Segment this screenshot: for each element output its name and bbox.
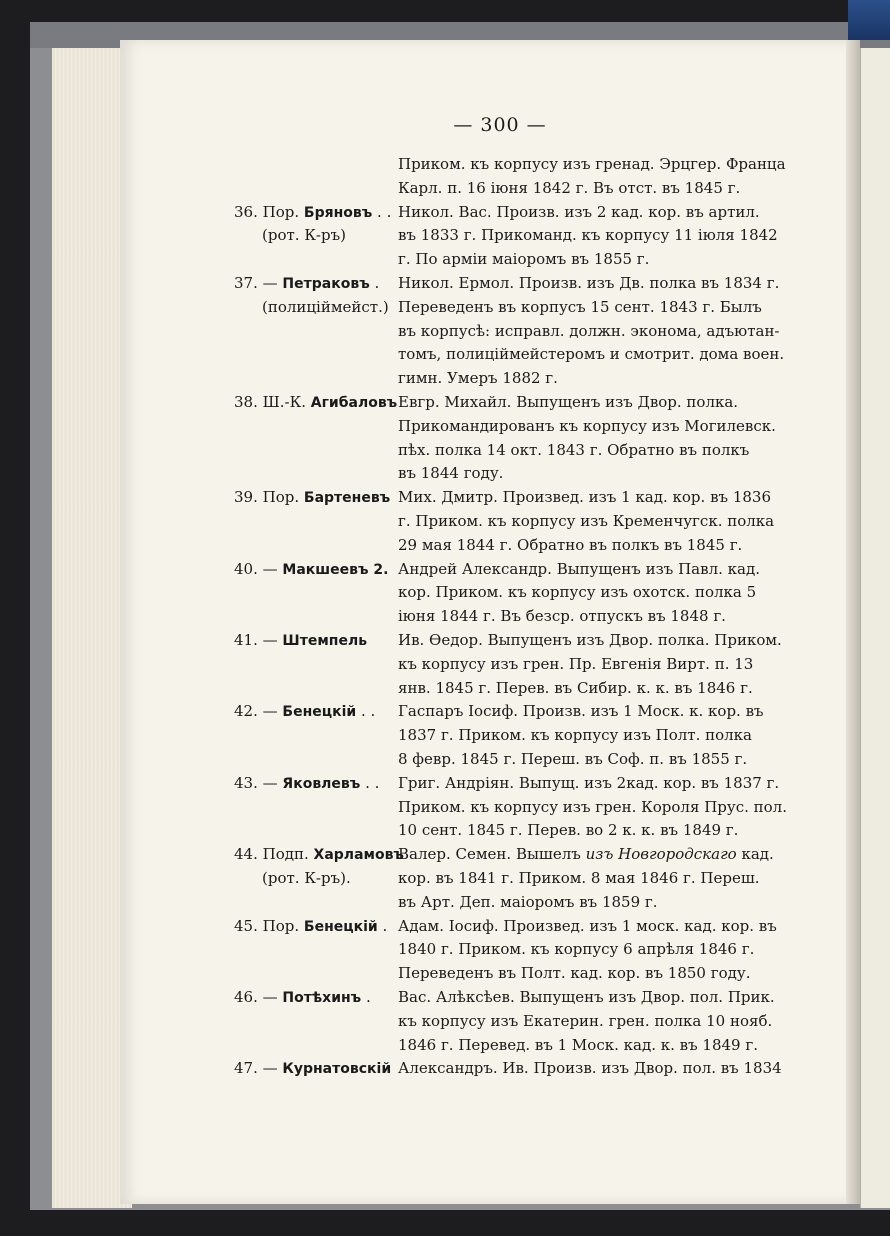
entry-leader-dots: . . <box>356 702 376 721</box>
entry-rank: — <box>262 559 278 578</box>
entry-name: Бенецкій <box>282 704 357 721</box>
entry-name: Петраковъ <box>282 276 370 292</box>
entry-left-label <box>234 273 379 294</box>
entry-text-line: 1837 г. Приком. къ корпусу изъ Полт. полка <box>398 726 752 745</box>
entry-leader-dots: . <box>361 988 371 1006</box>
entry-rank: Пор. <box>262 202 300 221</box>
entry-text-line: Переведенъ въ Полт. кад. кор. въ 1850 году. <box>398 964 751 983</box>
entry-rank: — <box>262 1059 278 1078</box>
entry-text-line: 8 февр. 1845 г. Переш. въ Соф. п. въ 1855 г. <box>398 750 748 768</box>
entry-left-label <box>234 844 404 865</box>
entry-left-label <box>234 701 375 722</box>
entry-text-line: Никол. Ермол. Произв. изъ Дв. полка въ 1834 г. <box>398 274 780 292</box>
entry-text-line: 29 мая 1844 г. Обратно въ полкъ въ 1845 г. <box>398 535 743 554</box>
entry-text-line: въ Арт. Деп. маіоромъ въ 1859 г. <box>398 892 658 911</box>
entry-text-line: г. По арміи маіоромъ въ 1855 г. <box>398 250 650 269</box>
page-gutter-shadow <box>846 40 860 1204</box>
entry-text-line: къ корпусу изъ грен. Пр. Евгенія Вирт. п. 13 <box>398 654 754 673</box>
text-part: кад. <box>736 845 774 864</box>
entry-text-line: кор. Приком. къ корпусу изъ охотск. полка 5 <box>398 583 757 602</box>
entry-text-line: Адам. Іосиф. Произвед. изъ 1 моск. кад. кор. въ <box>398 916 777 935</box>
entry-text-line: іюня 1844 г. Въ безср. отпускъ въ 1848 г. <box>398 607 726 626</box>
entry-number: 45. <box>234 916 258 935</box>
entry-text-line: Карл. п. 16 іюня 1842 г. Въ отст. въ 1845 г. <box>398 178 741 197</box>
entry-name: Яковлевъ <box>282 775 361 792</box>
entry-leader-dots: . . <box>372 202 392 221</box>
entry-text-line <box>398 844 774 864</box>
entry-text-line: Вас. Алѣксѣев. Выпущенъ изъ Двор. пол. Прик. <box>398 988 775 1006</box>
entry-number: 42. <box>234 702 258 721</box>
entry-rank: — <box>262 773 278 792</box>
entry-left-label <box>234 773 379 794</box>
entry-rank: Пор. <box>262 488 300 507</box>
entry-left-label <box>234 559 388 580</box>
entry-left-label <box>234 392 397 413</box>
entry-name: Бартеневъ <box>303 490 391 507</box>
entry-left-label <box>234 487 390 508</box>
entry-number: 38. <box>234 393 258 411</box>
entry-note: (полиціймейст.) <box>262 297 389 316</box>
entry-note: (рот. К-ръ). <box>262 869 351 887</box>
entry-number: 46. <box>234 988 258 1006</box>
entry-number: 36. <box>234 202 258 221</box>
entry-number: 37. <box>234 274 258 292</box>
entry-text-line: кор. въ 1841 г. Приком. 8 мая 1846 г. Переш. <box>398 869 760 887</box>
entry-number: 44. <box>234 845 258 864</box>
entry-text-line: въ 1833 г. Прикоманд. къ корпусу 11 іюля 1842 <box>398 226 778 245</box>
entry-text-line: Приком. къ корпусу изъ гренад. Эрцгер. Франца <box>398 155 786 173</box>
entry-name: Агибаловъ <box>310 395 398 411</box>
entry-text-line: Никол. Вас. Произв. изъ 2 кад. кор. въ артил. <box>398 202 760 221</box>
entry-text-line: г. Приком. къ корпусу изъ Кременчугск. полка <box>398 512 775 530</box>
entry-text-line: Переведенъ въ корпусъ 15 сент. 1843 г. Былъ <box>398 297 762 316</box>
entry-rank: Ш.-К. <box>262 393 306 411</box>
entry-text-line: Евгр. Михайл. Выпущенъ изъ Двор. полка. <box>398 393 739 411</box>
entry-left-label <box>234 202 391 223</box>
entry-left-label <box>234 987 371 1008</box>
entry-name: Потѣхинъ <box>282 990 362 1006</box>
entry-number: 40. <box>234 559 258 578</box>
entry-leader-dots: . . <box>360 773 380 792</box>
entry-text-line: въ 1844 году. <box>398 464 504 483</box>
entry-name: Макшеевъ 2. <box>282 561 389 578</box>
entry-text-line: въ корпусѣ: исправл. должн. эконома, адъютан- <box>398 321 780 340</box>
entry-left-label <box>234 1058 391 1079</box>
entry-rank: Пор. <box>262 916 300 935</box>
entry-rank: Подп. <box>262 845 309 864</box>
blue-binding-strip <box>848 0 890 40</box>
entry-name: Бряновъ <box>303 204 373 221</box>
entry-note: (рот. К-ръ) <box>262 226 346 245</box>
entry-text-line: Приком. къ корпусу изъ грен. Короля Прус. пол. <box>398 797 787 816</box>
entry-number: 43. <box>234 773 258 792</box>
entry-number: 39. <box>234 488 258 507</box>
entry-number: 41. <box>234 631 258 649</box>
entry-left-label <box>234 630 367 651</box>
entry-leader-dots: . <box>377 916 388 935</box>
entry-text-line: 1846 г. Перевед. въ 1 Моск. кад. к. въ 1849 г. <box>398 1035 758 1054</box>
entry-text-line: Григ. Андріян. Выпущ. изъ 2кад. кор. въ 1837 г. <box>398 773 780 792</box>
entry-rank: — <box>262 274 278 292</box>
entry-text-line: къ корпусу изъ Екатерин. грен. полка 10 нояб. <box>398 1011 773 1030</box>
entry-name: Штемпель <box>282 633 368 649</box>
entry-text-line: Андрей Александр. Выпущенъ изъ Павл. кад. <box>398 559 760 578</box>
entry-name: Курнатовскій <box>282 1061 392 1078</box>
entry-text-line: 10 сент. 1845 г. Перев. во 2 к. к. въ 1849 г. <box>398 821 739 840</box>
text-part: Валер. Семен. Вышелъ <box>398 845 586 864</box>
entry-rank: — <box>262 631 278 649</box>
entry-text-line: пѣх. полка 14 окт. 1843 г. Обратно въ полкъ <box>398 440 750 459</box>
entry-leader-dots: . <box>369 274 380 292</box>
entry-left-label <box>234 916 387 937</box>
entry-text-line: Александръ. Ив. Произв. изъ Двор. пол. въ 1834 <box>398 1059 782 1078</box>
entry-text-line: Прикомандированъ къ корпусу изъ Могилевск. <box>398 416 776 435</box>
entry-text-line: Гаспаръ Іосиф. Произв. изъ 1 Моск. к. кор. въ <box>398 702 764 721</box>
page-number: — 300 — <box>453 114 547 136</box>
entry-text-line: Мих. Дмитр. Произвед. изъ 1 кад. кор. въ 1836 <box>398 488 772 507</box>
entry-text-line: томъ, полиціймейстеромъ и смотрит. дома воен. <box>398 345 785 364</box>
entry-name: Харламовъ <box>313 847 404 864</box>
entry-number: 47. <box>234 1059 258 1078</box>
entry-text-line: янв. 1845 г. Перев. въ Сибир. к. к. въ 1846 г. <box>398 678 753 697</box>
entry-text-line: Ив. Ѳедор. Выпущенъ изъ Двор. полка. Приком. <box>398 631 782 649</box>
entry-rank: — <box>262 988 278 1006</box>
facing-page-edge <box>860 48 890 1208</box>
entry-text-line: гимн. Умеръ 1882 г. <box>398 369 558 388</box>
entry-text-line: 1840 г. Приком. къ корпусу 6 апрѣля 1846 г. <box>398 940 755 959</box>
italic-text: изъ Новгородскаго <box>585 845 737 864</box>
entry-rank: — <box>262 702 278 721</box>
entry-name: Бенецкій <box>303 918 378 935</box>
